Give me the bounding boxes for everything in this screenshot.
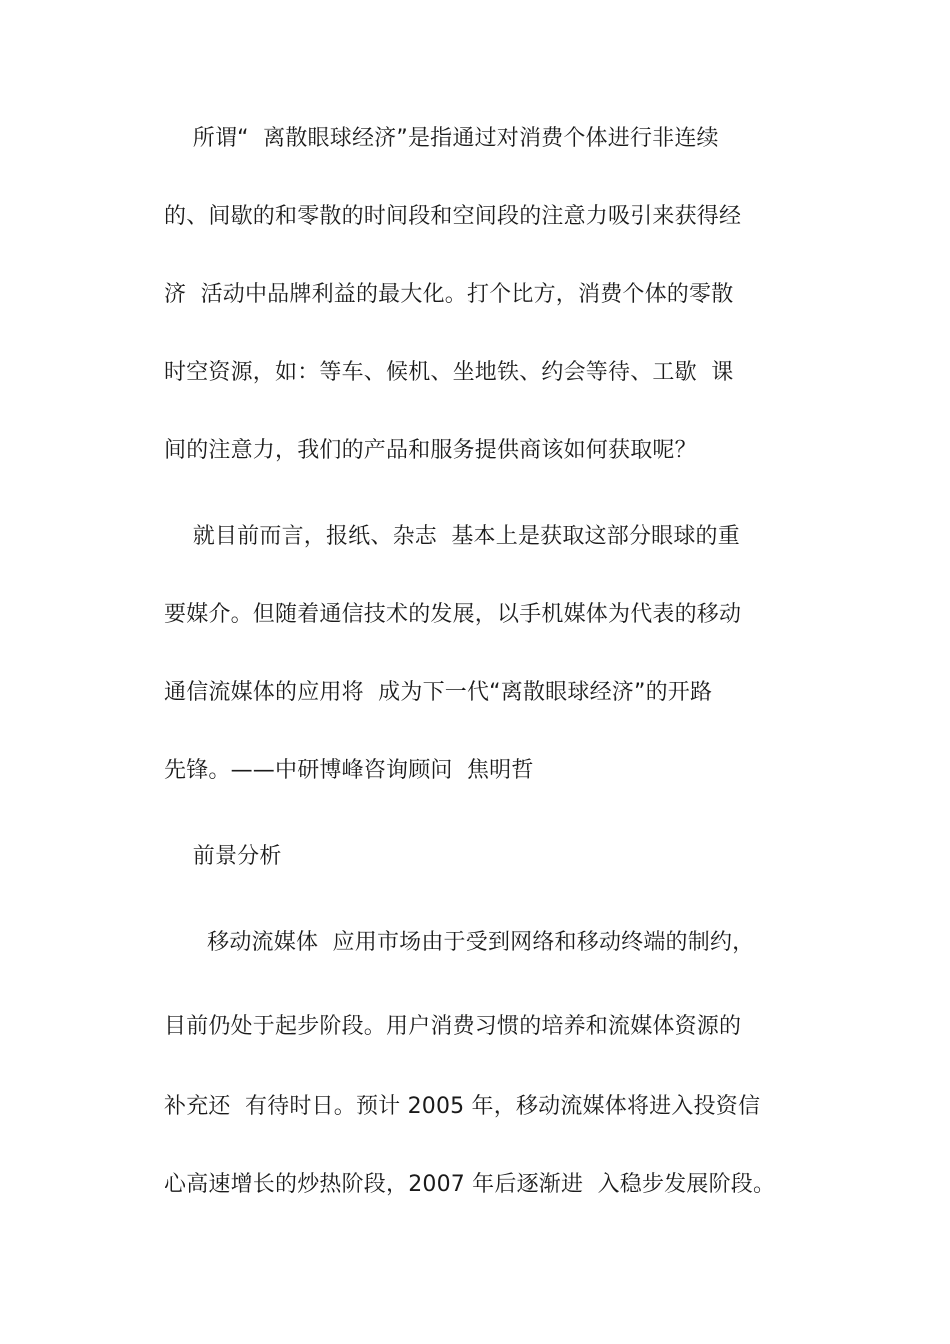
paragraph-line: 目前仍处于起步阶段。用户消费习惯的培养和流媒体资源的: [164, 1014, 742, 1039]
paragraph-line: 要媒介。但随着通信技术的发展，以手机媒体为代表的移动: [164, 602, 742, 627]
paragraph-line: 间的注意力，我们的产品和服务提供商该如何获取呢？: [164, 438, 697, 463]
paragraph-line: 先锋。——中研博峰咨询顾问 焦明哲: [164, 758, 534, 783]
paragraph-line: 所谓“ 离散眼球经济”是指通过对消费个体进行非连续: [164, 126, 719, 151]
paragraph-line: 通信流媒体的应用将 成为下一代“离散眼球经济”的开路: [164, 680, 713, 705]
paragraph-line: 心高速增长的炒热阶段，2007 年后逐渐进 入稳步发展阶段。: [164, 1172, 776, 1197]
paragraph-line: 时空资源，如：等车、候机、坐地铁、约会等待、工歇 课: [164, 360, 734, 385]
paragraph-line: 移动流媒体 应用市场由于受到网络和移动终端的制约，: [164, 930, 755, 955]
paragraph-line: 就目前而言，报纸、杂志 基本上是获取这部分眼球的重: [164, 524, 740, 549]
paragraph-line: 的、间歇的和零散的时间段和空间段的注意力吸引来获得经: [164, 204, 742, 229]
section-heading: 前景分析: [164, 844, 282, 869]
paragraph-line: 补充还 有待时日。预计 2005 年，移动流媒体将进入投资信: [164, 1094, 761, 1119]
paragraph-line: 济 活动中品牌利益的最大化。打个比方，消费个体的零散: [164, 282, 734, 307]
